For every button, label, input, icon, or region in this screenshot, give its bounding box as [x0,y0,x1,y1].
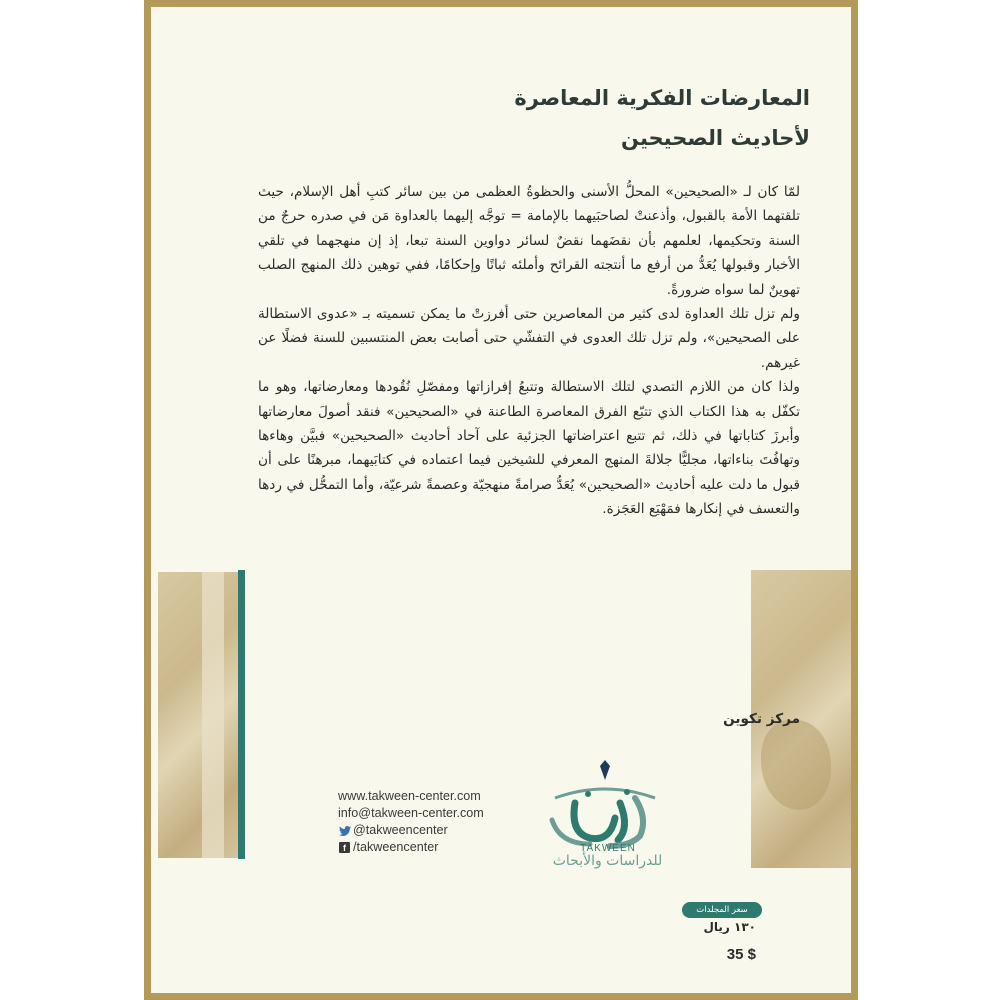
website-link[interactable]: www.takween-center.com [338,789,481,803]
contact-info [338,788,538,856]
email-link[interactable]: info@takween-center.com [338,806,484,820]
logo-tagline: للدراسات والأبحاث [552,853,663,869]
book-title-line2: لأحاديث الصحيحين [621,126,810,150]
blurb-paragraph-3: ولذا كان من اللازم التصدي لتلك الاستطالة وتتبعُ إفرازاتها ومفصّلِ نُقُودها ومعارضاتها، وهو ما تكفّل به هذا الكتاب الذي تتبّع الفرق المعاصرة الطاعنة في «الصحيحين» فنقد أصولَ معارضاتها وأبرزَ كتاباتها في ذلك، ثم تتبع اعتراضاتها الجزئية على آحاد أحاديث «الصحيحين» فبيَّن وهاءها وتهافُتَ بناءاتها، مجليًّا جلالةَ المنهج المعرفي للشيخين فيما اعتماده في كتابَيهما، مبرهنًا على أن قبول ما دلت عليه أحاديث «الصحيحين» يُعَدُّ صرامةً منهجيّة وعصمةً شرعيّة، وأما التمحُّل في ردها والتعسف في إنكارها فمَهْيَع العَجَزة. [258,379,800,518]
price-label-badge: سعر المجلدات [682,902,762,918]
twitter-handle[interactable]: @takweencenter [353,823,448,837]
book-title-line1: المعارضات الفكرية المعاصرة [514,86,810,110]
facebook-icon: f [338,842,351,854]
decor-image-left [158,572,238,858]
price-usd: 35 $ [726,946,756,963]
blurb [258,180,800,522]
facebook-handle[interactable]: /takweencenter [353,840,439,854]
blurb-paragraph-2: ولم تزل تلك العداوة لدى كثير من المعاصرين حتى أفرزتْ ما يمكن تسميته بـ «عدوى الاستطالة على الصحيحين»، ولم تزل تلك العدوى في التفشّي حتى أصابت بعض المنتسبين للسنة فضلًا عن غيرهم. [258,306,800,371]
price-sar: ١٣٠ ريال [703,920,756,934]
logo-name-en: TAKWEEN [580,843,636,854]
accent-bar [238,570,245,859]
blurb-paragraph-1: لمّا كان لـ «الصحيحين» المحلُّ الأسنى والحظوةُ العظمى من بين سائر كتبِ أهل الإسلام، حيث تلقتهما الأمة بالقبول، وأذعنتْ لصاحبَيهما بالإمامة = توجَّه إليهما بالعداوة مَن في صدره حرجٌ من السنة وتحكيمها، لعلمهم بأن نقضَهما نقضٌ لسائر دواوين السنة تبعا، إذ إن منهجهما في تلقي الأخبار وقبولها يُعَدُّ من أرفع ما أنتجته القرائح وأملئه ثباتًا وإحكامًا، ففي توهين ذلك المنهج الصلب تهوينٌ لما سواه ضرورةً. [258,184,800,298]
publisher-signature: مركز تكوين [723,711,800,727]
book-title [390,78,810,158]
twitter-icon [338,825,351,837]
